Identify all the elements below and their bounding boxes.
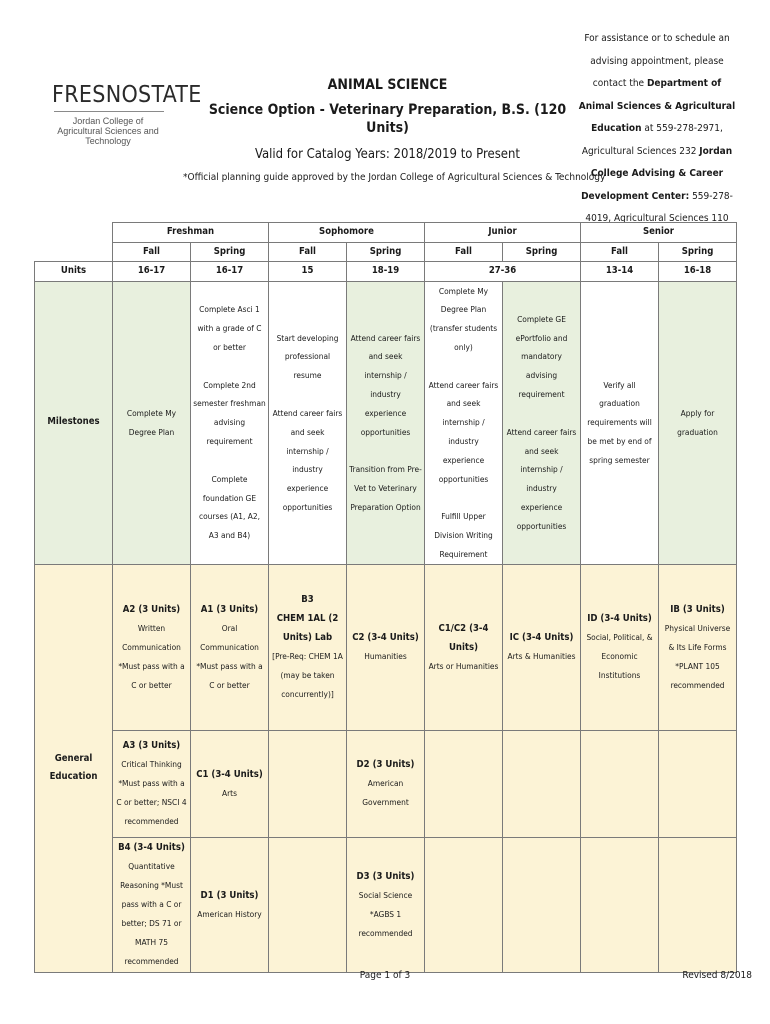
advising-center-contact: 559-278-4019, Agricultural Sciences 110: [585, 190, 733, 224]
units-label: Units: [35, 262, 113, 282]
ge-course-title: A2 (3 Units): [122, 603, 181, 615]
milestone-text: Complete 2nd semester freshman advising requirement: [193, 379, 266, 447]
ge-row-2: [35, 730, 737, 837]
ge-course-cell: [191, 837, 269, 972]
ge-course-cell: [269, 730, 347, 837]
revision-date: Revised 8/2018: [682, 970, 752, 981]
ge-course-cell: [113, 564, 191, 730]
approval-note: *Official planning guide approved by the Jordan College of Agricultural Sciences & Technology: [183, 172, 606, 183]
ge-course-title: D2 (3 Units): [356, 759, 415, 771]
ge-course-title: D1 (3 Units): [200, 889, 259, 901]
empty-cell: [659, 837, 737, 972]
milestone-text: Complete My Degree Plan: [126, 407, 177, 437]
paragraph-gap: [193, 451, 266, 470]
milestone-cell: [659, 281, 737, 564]
catalog-years: Valid for Catalog Years: 2018/2019 to Present: [255, 147, 520, 162]
year-sophomore: Sophomore: [269, 223, 425, 243]
milestone-text: Attend career fairs and seek internship / industry experience opportunities: [506, 426, 577, 531]
ge-course-description: Arts: [222, 787, 237, 798]
semester-label: Fall: [425, 242, 503, 262]
ge-course-cell: [269, 837, 347, 972]
milestones-row: [35, 281, 737, 564]
empty-cell: [581, 730, 659, 837]
ge-course-cell: [113, 837, 191, 972]
ge-course-cell: [347, 837, 425, 972]
department-contact: at 559-278-2971, Agricultural Sciences 232: [581, 123, 723, 157]
ge-course-description: Oral Communication *Must pass with a C or better: [196, 622, 263, 690]
milestone-cell: [191, 281, 269, 564]
ge-course-description: Arts or Humanities: [428, 660, 499, 671]
ge-course-title: A3 (3 Units): [122, 740, 181, 752]
milestone-text: Complete Asci 1 with a grade of C or better: [197, 304, 262, 352]
milestone-text: Complete foundation GE courses (A1, A2, A3 and B4): [199, 473, 260, 541]
general-education-label: General Education: [35, 564, 113, 972]
units-value: 15: [269, 262, 347, 282]
empty-cell: [425, 730, 503, 837]
semester-label: Spring: [347, 242, 425, 262]
milestone-cell: [113, 281, 191, 564]
ge-course-cell: [113, 730, 191, 837]
ge-course-description: American Government: [362, 778, 409, 808]
ge-course-title: A1 (3 Units): [200, 603, 259, 615]
milestone-cell: [269, 281, 347, 564]
program-subtitle: Science Option - Veterinary Preparation, B.S. (120 Units): [208, 102, 567, 136]
year-header-row: [35, 223, 737, 243]
ge-course-description: Written Communication *Must pass with a C or better: [118, 622, 185, 690]
ge-course-description: Arts & Humanities: [507, 651, 576, 662]
ge-course-description: Social Science *AGBS 1 recommended: [358, 889, 413, 938]
semester-label: Spring: [503, 242, 581, 262]
empty-cell: [659, 730, 737, 837]
semester-label: Spring: [659, 242, 737, 262]
empty-cell: [581, 837, 659, 972]
department-name: Department of Animal Sciences & Agricultural Education: [578, 78, 736, 134]
empty-corner: [35, 223, 113, 243]
units-row: [35, 262, 737, 282]
paragraph-gap: [427, 357, 500, 376]
semester-label: Fall: [269, 242, 347, 262]
advising-center-name: Jordan College Advising & Career Development Center:: [581, 145, 733, 202]
ge-course-description: Social, Political, & Economic Institutions: [586, 632, 653, 681]
ge-course-title: D3 (3 Units): [356, 870, 415, 882]
milestone-text: Apply for graduation: [677, 407, 718, 437]
ge-course-description: Physical Universe & Its Life Forms *PLANT 105 recommended: [664, 622, 731, 690]
milestone-text: Attend career fairs and seek internship / industry experience opportunities: [350, 332, 421, 437]
empty-cell: [425, 837, 503, 972]
semester-label: Fall: [581, 242, 659, 262]
ge-course-cell: [425, 564, 503, 730]
ge-course-title: ID (3-4 Units): [587, 613, 652, 625]
units-value: 16-17: [191, 262, 269, 282]
ge-course-title: C1/C2 (3-4 Units): [438, 622, 489, 653]
milestone-text: Start developing professional resume: [276, 332, 339, 381]
paragraph-gap: [349, 441, 422, 460]
degree-plan-table: [34, 222, 737, 973]
units-value: 18-19: [347, 262, 425, 282]
paragraph-gap: [427, 488, 500, 507]
empty-cell: [503, 730, 581, 837]
ge-course-description: [Pre-Req: CHEM 1A (may be taken concurrently)]: [272, 651, 343, 700]
document-header: [183, 76, 606, 184]
ge-course-title: CHEM 1AL (2 Units) Lab: [276, 613, 339, 644]
milestones-label: Milestones: [35, 281, 113, 564]
empty-cell: [503, 837, 581, 972]
units-value: 16-18: [659, 262, 737, 282]
milestone-text: Fulfill Upper Division Writing Requirement: [434, 511, 493, 560]
ge-course-description: Humanities: [364, 651, 407, 662]
paragraph-gap: [193, 357, 266, 376]
advising-intro: For assistance or to schedule an advising appointment, please contact the: [584, 33, 730, 89]
ge-course-cell: [659, 564, 737, 730]
semester-header-row: [35, 242, 737, 262]
milestone-cell: [425, 281, 503, 564]
ge-course-title: B3: [301, 594, 314, 606]
ge-course-description: Critical Thinking *Must pass with a C or better; NSCI 4 recommended: [116, 759, 187, 827]
semester-label: Fall: [113, 242, 191, 262]
page-number: Page 1 of 3: [359, 970, 411, 981]
milestone-text: Verify all graduation requirements will be met by end of spring semester: [587, 379, 652, 465]
empty-corner: [35, 242, 113, 262]
ge-row-1: [35, 564, 737, 730]
units-value: 16-17: [113, 262, 191, 282]
milestone-cell: [503, 281, 581, 564]
semester-label: Spring: [191, 242, 269, 262]
units-value: 27-36: [425, 262, 581, 282]
ge-course-title: IB (3 Units): [670, 603, 725, 615]
ge-course-cell: [191, 730, 269, 837]
ge-course-cell: [191, 564, 269, 730]
ge-course-description: American History: [197, 908, 262, 919]
ge-course-cell: [347, 564, 425, 730]
fresno-state-logo: [52, 82, 202, 146]
advising-contact-info: [577, 28, 737, 231]
units-value: 13-14: [581, 262, 659, 282]
year-junior: Junior: [425, 223, 581, 243]
year-freshman: Freshman: [113, 223, 269, 243]
ge-course-title: C1 (3-4 Units): [196, 768, 263, 780]
ge-course-cell: [581, 564, 659, 730]
paragraph-gap: [271, 385, 344, 404]
ge-course-cell: [269, 564, 347, 730]
milestone-text: Attend career fairs and seek internship / industry experience opportunities: [272, 407, 343, 512]
ge-course-title: IC (3-4 Units): [509, 632, 574, 644]
paragraph-gap: [505, 404, 578, 423]
milestone-cell: [347, 281, 425, 564]
ge-course-title: B4 (3-4 Units): [118, 842, 185, 854]
logo-college-name: Jordan College of Agricultural Sciences and Technology: [57, 116, 159, 146]
ge-course-cell: [503, 564, 581, 730]
year-senior: Senior: [581, 223, 737, 243]
milestone-text: Complete GE ePortfolio and mandatory advising requirement: [515, 313, 568, 399]
ge-course-title: C2 (3-4 Units): [352, 632, 419, 644]
logo-divider: [54, 111, 164, 112]
page-title: ANIMAL SCIENCE: [327, 77, 448, 93]
logo-wordmark: FRESNOSTATE: [52, 82, 202, 108]
ge-row-3: [35, 837, 737, 972]
milestone-text: Complete My Degree Plan (transfer students only): [429, 285, 498, 352]
milestone-text: Attend career fairs and seek internship / industry experience opportunities: [428, 379, 499, 484]
milestone-cell: [581, 281, 659, 564]
ge-course-description: Quantitative Reasoning *Must pass with a C or better; DS 71 or MATH 75 recommended: [120, 861, 183, 967]
ge-course-cell: [347, 730, 425, 837]
milestone-text: Transition from Pre-Vet to Veterinary Preparation Option: [349, 464, 422, 512]
